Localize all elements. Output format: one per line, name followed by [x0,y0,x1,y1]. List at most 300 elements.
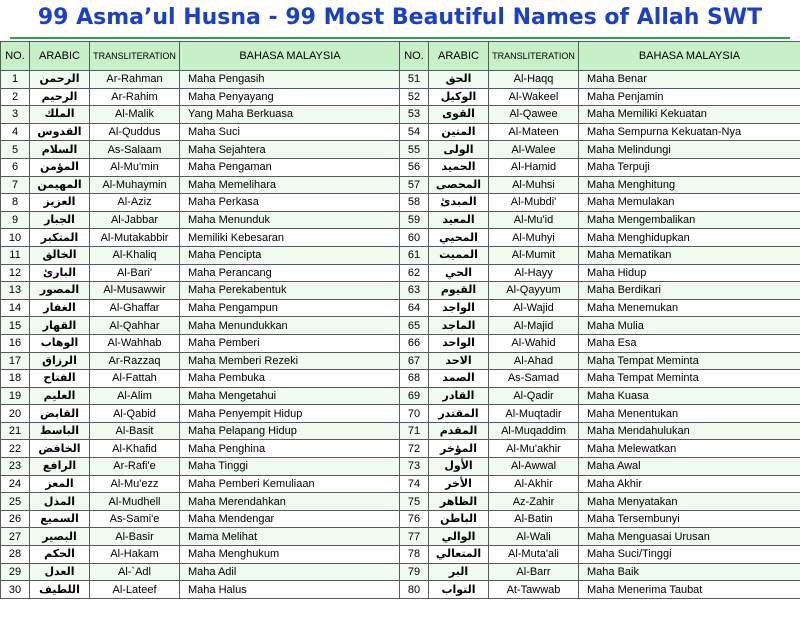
name-arabic: البصير [30,528,90,546]
name-transliteration: Al-Mu'akhir [489,440,579,458]
name-bahasa-malaysia: Maha Menemukan [579,299,800,317]
name-bahasa-malaysia: Maha Mengembalikan [579,211,800,229]
name-transliteration: Al-Khaliq [90,246,180,264]
name-arabic: السميع [30,510,90,528]
table-row [1,106,401,124]
header-transliteration: TRANSLITERATION [489,42,579,71]
name-number: 27 [1,528,30,546]
name-transliteration: As-Samad [489,370,579,388]
table-row [400,387,800,405]
name-bahasa-malaysia: Maha Menundukkan [180,317,401,335]
table-row [1,422,401,440]
name-transliteration: Al-Mu'min [90,158,180,176]
name-transliteration: Ar-Rafi'e [90,458,180,476]
name-arabic: الولى [429,141,489,159]
name-bahasa-malaysia: Maha Hidup [579,264,800,282]
name-transliteration: Ar-Rahman [90,71,180,89]
name-transliteration: Al-Mateen [489,123,579,141]
name-arabic: المهيمن [30,176,90,194]
name-transliteration: Al-Malik [90,106,180,124]
name-arabic: الرافع [30,458,90,476]
header-bahasa-malaysia: BAHASA MALAYSIA [180,42,401,71]
table-row [1,405,401,423]
name-arabic: المقدم [429,422,489,440]
name-arabic: اللطيف [30,581,90,599]
table-row [400,493,800,511]
table-row [400,528,800,546]
name-transliteration: Al-Batin [489,510,579,528]
name-bahasa-malaysia: Maha Kuasa [579,387,800,405]
name-transliteration: Al-Aziz [90,194,180,212]
name-bahasa-malaysia: Maha Sejahtera [180,141,401,159]
table-row [400,510,800,528]
table-row [400,229,800,247]
header-arabic: ARABIC [30,42,90,71]
name-bahasa-malaysia: Maha Memberi Rezeki [180,352,401,370]
name-transliteration: Az-Zahir [489,493,579,511]
name-number: 54 [400,123,429,141]
table-row [1,510,401,528]
name-arabic: المبدئ [429,194,489,212]
name-bahasa-malaysia: Maha Pembuka [180,370,401,388]
table-row [1,282,401,300]
table-row [1,440,401,458]
table-header-row [1,42,401,71]
name-transliteration: Al-Akhir [489,475,579,493]
name-bahasa-malaysia: Maha Mengetahui [180,387,401,405]
name-number: 21 [1,422,30,440]
name-bahasa-malaysia: Maha Pengampun [180,299,401,317]
name-bahasa-malaysia: Maha Memelihara [180,176,401,194]
name-bahasa-malaysia: Maha Pengasih [180,71,401,89]
name-number: 23 [1,458,30,476]
name-arabic: القهار [30,317,90,335]
name-bahasa-malaysia: Maha Perekabentuk [180,282,401,300]
name-number: 22 [1,440,30,458]
name-transliteration: Al-Mumit [489,246,579,264]
name-transliteration: Al-Wahid [489,334,579,352]
name-number: 55 [400,141,429,159]
name-bahasa-malaysia: Mama Melihat [180,528,401,546]
name-transliteration: Al-Mubdi' [489,194,579,212]
table-row [1,387,401,405]
name-number: 51 [400,71,429,89]
name-transliteration: Al-Khafid [90,440,180,458]
name-bahasa-malaysia: Maha Benar [579,71,800,89]
name-number: 75 [400,493,429,511]
name-transliteration: Al-Qahhar [90,317,180,335]
name-arabic: الوكيل [429,88,489,106]
table-row [1,581,401,599]
name-number: 60 [400,229,429,247]
name-bahasa-malaysia: Maha Merendahkan [180,493,401,511]
name-transliteration: Al-Alim [90,387,180,405]
table-row [400,246,800,264]
table-row [1,334,401,352]
name-arabic: المعيد [429,211,489,229]
page-title: 99 Asma’ul Husna - 99 Most Beautiful Names of Allah SWT [37,5,763,30]
name-arabic: المتكبر [30,229,90,247]
table-row [1,528,401,546]
name-number: 57 [400,176,429,194]
name-number: 79 [400,563,429,581]
name-bahasa-malaysia: Maha Menguasai Urusan [579,528,800,546]
name-bahasa-malaysia: Maha Memulakan [579,194,800,212]
name-number: 12 [1,264,30,282]
name-bahasa-malaysia: Maha Pencipta [180,246,401,264]
name-bahasa-malaysia: Maha Tinggi [180,458,401,476]
table-row [400,546,800,564]
table-row [400,158,800,176]
name-number: 64 [400,299,429,317]
name-transliteration: Al-Qadir [489,387,579,405]
name-arabic: المميت [429,246,489,264]
table-row [1,246,401,264]
name-arabic: القادر [429,387,489,405]
name-bahasa-malaysia: Maha Mulia [579,317,800,335]
name-number: 28 [1,546,30,564]
name-bahasa-malaysia: Maha Mematikan [579,246,800,264]
name-number: 61 [400,246,429,264]
table-row [400,88,800,106]
name-arabic: السلام [30,141,90,159]
name-number: 7 [1,176,30,194]
table-row [1,194,401,212]
name-bahasa-malaysia: Maha Menghidupkan [579,229,800,247]
name-arabic: الرزاق [30,352,90,370]
table-header-row [400,42,800,71]
table-row [1,264,401,282]
table-row [400,563,800,581]
names-table-right [399,41,800,599]
name-arabic: المحصى [429,176,489,194]
name-transliteration: Al-Barr [489,563,579,581]
name-arabic: القدوس [30,123,90,141]
table-row [400,106,800,124]
name-arabic: المؤخر [429,440,489,458]
name-bahasa-malaysia: Maha Baik [579,563,800,581]
name-transliteration: As-Salaam [90,141,180,159]
name-number: 67 [400,352,429,370]
name-number: 8 [1,194,30,212]
name-number: 9 [1,211,30,229]
table-row [400,299,800,317]
name-arabic: العدل [30,563,90,581]
name-bahasa-malaysia: Maha Mendengar [180,510,401,528]
name-transliteration: Al-Jabbar [90,211,180,229]
table-row [400,176,800,194]
table-row [400,581,800,599]
names-table-left [0,41,401,599]
name-bahasa-malaysia: Maha Perancang [180,264,401,282]
name-bahasa-malaysia: Maha Berdikari [579,282,800,300]
name-bahasa-malaysia: Maha Suci/Tinggi [579,546,800,564]
name-bahasa-malaysia: Maha Tersembunyi [579,510,800,528]
name-transliteration: Al-Mu'ezz [90,475,180,493]
name-bahasa-malaysia: Maha Menghukum [180,546,401,564]
name-number: 77 [400,528,429,546]
name-bahasa-malaysia: Maha Memiliki Kekuatan [579,106,800,124]
name-arabic: الباطن [429,510,489,528]
name-bahasa-malaysia: Maha Menunduk [180,211,401,229]
table-row [400,475,800,493]
name-bahasa-malaysia: Maha Akhir [579,475,800,493]
name-bahasa-malaysia: Maha Esa [579,334,800,352]
name-number: 68 [400,370,429,388]
name-arabic: الأخر [429,475,489,493]
name-bahasa-malaysia: Maha Tempat Meminta [579,370,800,388]
header-arabic: ARABIC [429,42,489,71]
table-row [400,440,800,458]
name-number: 72 [400,440,429,458]
name-bahasa-malaysia: Maha Menentukan [579,405,800,423]
table-row [1,546,401,564]
name-arabic: الخالق [30,246,90,264]
name-bahasa-malaysia: Maha Menyatakan [579,493,800,511]
name-bahasa-malaysia: Maha Melewatkan [579,440,800,458]
header-no: NO. [1,42,30,71]
name-transliteration: Al-Wajid [489,299,579,317]
table-row [400,211,800,229]
name-arabic: البر [429,563,489,581]
header-no: NO. [400,42,429,71]
name-arabic: الاحد [429,352,489,370]
name-bahasa-malaysia: Maha Pengaman [180,158,401,176]
name-arabic: المتين [429,123,489,141]
name-number: 78 [400,546,429,564]
name-number: 53 [400,106,429,124]
name-number: 11 [1,246,30,264]
name-arabic: المعز [30,475,90,493]
name-arabic: القيوم [429,282,489,300]
name-bahasa-malaysia: Maha Perkasa [180,194,401,212]
name-number: 56 [400,158,429,176]
name-arabic: القابض [30,405,90,423]
name-transliteration: Al-Muhyi [489,229,579,247]
name-arabic: المقتدر [429,405,489,423]
name-bahasa-malaysia: Maha Sempurna Kekuatan-Nya [579,123,800,141]
name-number: 76 [400,510,429,528]
name-transliteration: Al-Hakam [90,546,180,564]
name-number: 17 [1,352,30,370]
name-number: 13 [1,282,30,300]
table-row [1,88,401,106]
table-row [400,282,800,300]
name-transliteration: Al-Muhaymin [90,176,180,194]
name-number: 2 [1,88,30,106]
name-bahasa-malaysia: Maha Penyayang [180,88,401,106]
name-bahasa-malaysia: Memiliki Kebesaran [180,229,401,247]
name-transliteration: Al-Basit [90,422,180,440]
name-transliteration: At-Tawwab [489,581,579,599]
name-transliteration: Al-Bari' [90,264,180,282]
name-number: 3 [1,106,30,124]
name-arabic: الجبار [30,211,90,229]
name-arabic: العزيز [30,194,90,212]
table-row [1,229,401,247]
name-bahasa-malaysia: Maha Adil [180,563,401,581]
table-row [400,194,800,212]
name-transliteration: Al-Muhsi [489,176,579,194]
table-row [400,352,800,370]
name-number: 20 [1,405,30,423]
name-bahasa-malaysia: Maha Menerima Taubat [579,581,800,599]
name-number: 74 [400,475,429,493]
name-arabic: الوالي [429,528,489,546]
name-number: 63 [400,282,429,300]
name-arabic: الفتاح [30,370,90,388]
name-transliteration: Al-Wahhab [90,334,180,352]
name-number: 30 [1,581,30,599]
table-row [400,422,800,440]
name-bahasa-malaysia: Maha Terpuji [579,158,800,176]
name-transliteration: Al-Mudhell [90,493,180,511]
name-number: 14 [1,299,30,317]
name-transliteration: Al-Ahad [489,352,579,370]
table-row [400,334,800,352]
name-arabic: الحميد [429,158,489,176]
name-transliteration: Al-Muqaddim [489,422,579,440]
table-row [1,71,401,89]
table-row [1,563,401,581]
name-number: 65 [400,317,429,335]
name-transliteration: As-Sami'e [90,510,180,528]
name-bahasa-malaysia: Maha Penjamin [579,88,800,106]
name-number: 19 [1,387,30,405]
name-arabic: المتعالي [429,546,489,564]
table-row [1,211,401,229]
table-row [400,264,800,282]
name-transliteration: Al-Muta'ali [489,546,579,564]
name-transliteration: Ar-Rahim [90,88,180,106]
name-bahasa-malaysia: Maha Suci [180,123,401,141]
table-row [1,370,401,388]
name-arabic: المحيي [429,229,489,247]
name-number: 6 [1,158,30,176]
name-transliteration: Al-Wali [489,528,579,546]
name-bahasa-malaysia: Maha Awal [579,458,800,476]
name-arabic: البارئ [30,264,90,282]
name-arabic: الواجد [429,299,489,317]
name-arabic: القوى [429,106,489,124]
table-row [1,317,401,335]
name-transliteration: Al-Ghaffar [90,299,180,317]
name-bahasa-malaysia: Maha Pelapang Hidup [180,422,401,440]
name-number: 25 [1,493,30,511]
name-arabic: الحي [429,264,489,282]
name-transliteration: Al-Basir [90,528,180,546]
name-transliteration: Al-Haqq [489,71,579,89]
name-bahasa-malaysia: Maha Melindungi [579,141,800,159]
table-row [400,71,800,89]
table-row [1,493,401,511]
name-arabic: الواحد [429,334,489,352]
name-number: 1 [1,71,30,89]
table-row [1,299,401,317]
name-bahasa-malaysia: Maha Mendahulukan [579,422,800,440]
table-row [1,158,401,176]
name-transliteration: Al-Fattah [90,370,180,388]
name-number: 70 [400,405,429,423]
name-number: 10 [1,229,30,247]
name-arabic: الرحمن [30,71,90,89]
name-bahasa-malaysia: Maha Pemberi Kemuliaan [180,475,401,493]
name-number: 52 [400,88,429,106]
title-underline [10,37,790,39]
name-number: 73 [400,458,429,476]
name-number: 69 [400,387,429,405]
name-transliteration: Al-Awwal [489,458,579,476]
name-bahasa-malaysia: Maha Pemberi [180,334,401,352]
name-number: 62 [400,264,429,282]
name-arabic: الأول [429,458,489,476]
name-arabic: المصور [30,282,90,300]
table-row [400,405,800,423]
name-number: 71 [400,422,429,440]
header-bahasa-malaysia: BAHASA MALAYSIA [579,42,800,71]
table-row [1,458,401,476]
name-number: 4 [1,123,30,141]
name-number: 80 [400,581,429,599]
name-bahasa-malaysia: Maha Menghitung [579,176,800,194]
name-transliteration: Al-Qabid [90,405,180,423]
name-arabic: الخافض [30,440,90,458]
name-arabic: العليم [30,387,90,405]
name-arabic: الظاهر [429,493,489,511]
name-transliteration: Al-Lateef [90,581,180,599]
name-arabic: الوهاب [30,334,90,352]
name-arabic: الباسط [30,422,90,440]
name-transliteration: Al-Muqtadir [489,405,579,423]
name-number: 24 [1,475,30,493]
name-number: 26 [1,510,30,528]
name-transliteration: Al-Wakeel [489,88,579,106]
name-bahasa-malaysia: Maha Tempat Meminta [579,352,800,370]
name-number: 5 [1,141,30,159]
name-arabic: المذل [30,493,90,511]
name-arabic: الحكم [30,546,90,564]
header-transliteration: TRANSLITERATION [90,42,180,71]
name-bahasa-malaysia: Maha Penghina [180,440,401,458]
name-arabic: الرحيم [30,88,90,106]
name-transliteration: Ar-Razzaq [90,352,180,370]
name-arabic: الملك [30,106,90,124]
name-transliteration: Al-Hayy [489,264,579,282]
name-transliteration: Al-Quddus [90,123,180,141]
name-transliteration: Al-`Adl [90,563,180,581]
name-bahasa-malaysia: Yang Maha Berkuasa [180,106,401,124]
name-arabic: الغفار [30,299,90,317]
name-transliteration: Al-Qawee [489,106,579,124]
name-transliteration: Al-Walee [489,141,579,159]
table-row [1,352,401,370]
table-row [400,317,800,335]
name-number: 16 [1,334,30,352]
name-bahasa-malaysia: Maha Penyempit Hidup [180,405,401,423]
name-number: 29 [1,563,30,581]
name-number: 15 [1,317,30,335]
name-transliteration: Al-Hamid [489,158,579,176]
name-arabic: المؤمن [30,158,90,176]
name-arabic: الماجد [429,317,489,335]
name-number: 58 [400,194,429,212]
table-row [400,123,800,141]
name-transliteration: Al-Mu'id [489,211,579,229]
table-row [1,475,401,493]
name-number: 66 [400,334,429,352]
name-transliteration: Al-Musawwir [90,282,180,300]
table-row [1,141,401,159]
